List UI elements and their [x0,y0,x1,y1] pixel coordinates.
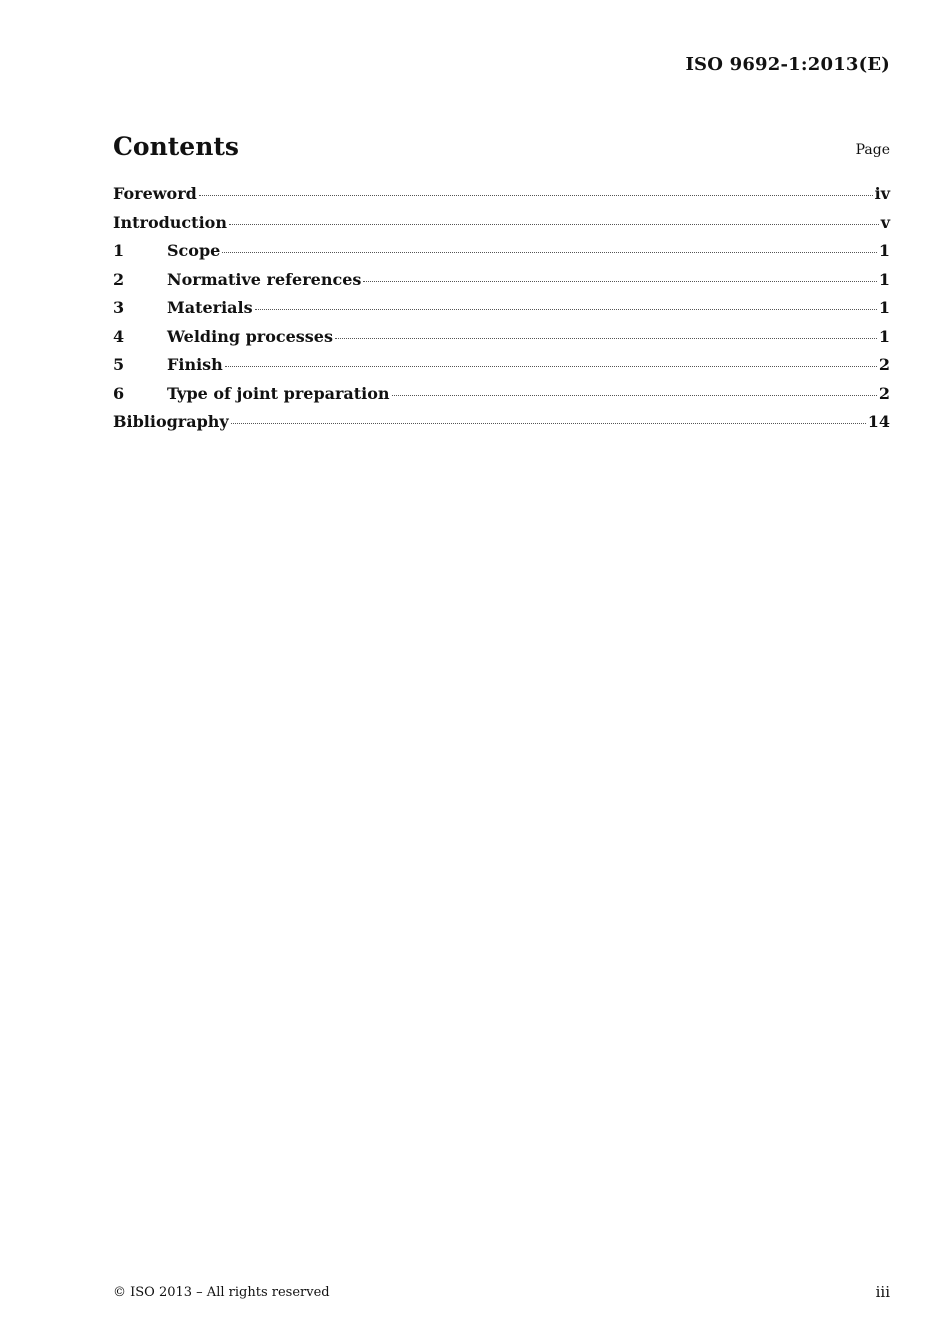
toc-entry-introduction[interactable] [113,213,890,242]
toc-entry-label: Introduction [113,212,227,232]
toc-leader-dots [363,281,876,282]
toc-entry-page: 1 [878,298,890,317]
toc-entry-label: Scope [167,241,221,260]
toc-entry-label: Foreword [113,184,197,203]
toc-entry-page: 2 [878,355,890,374]
toc-entry-label: Welding processes [167,326,333,346]
toc-entry-page: 1 [878,241,890,260]
toc-entry-label: Materials [167,298,253,317]
document-identifier: ISO 9692-1:2013(E) [685,54,890,75]
toc-entry-number: 3 [113,298,125,317]
table-of-contents [113,184,890,441]
toc-leader-dots [335,338,877,339]
toc-entry-page: iv [874,184,890,203]
toc-entry-label: Normative references [167,269,362,289]
toc-entry-scope[interactable] [113,241,890,270]
toc-entry-label: Bibliography [113,412,229,431]
toc-leader-dots [231,423,866,424]
contents-title: Contents [113,132,240,161]
toc-entry-finish[interactable] [113,355,890,384]
toc-entry-welding-processes[interactable] [113,327,890,356]
toc-leader-dots [225,366,877,367]
toc-leader-dots [392,395,877,396]
toc-entry-page: v [880,212,890,232]
toc-entry-page: 14 [867,412,890,431]
toc-entry-number: 5 [113,355,125,374]
toc-entry-normative-references[interactable] [113,270,890,299]
toc-entry-page: 1 [878,269,890,289]
toc-entry-bibliography[interactable] [113,412,890,441]
toc-entry-type-of-joint-preparation[interactable] [113,384,890,413]
toc-entry-number: 1 [113,241,125,260]
toc-leader-dots [222,252,877,253]
toc-entry-page: 2 [878,383,890,403]
toc-entry-label: Finish [167,355,223,374]
toc-entry-label: Type of joint preparation [167,383,390,403]
toc-entry-materials[interactable] [113,298,890,327]
toc-entry-foreword[interactable] [113,184,890,213]
page-column-label: Page [855,142,890,158]
toc-leader-dots [199,195,873,196]
toc-entry-number: 2 [113,269,125,289]
contents-header [113,132,890,166]
page-number: iii [875,1283,890,1301]
toc-entry-page: 1 [878,326,890,346]
toc-entry-number: 4 [113,326,125,346]
toc-leader-dots [229,224,879,225]
toc-entry-number: 6 [113,383,125,403]
toc-leader-dots [255,309,877,310]
copyright-notice: © ISO 2013 – All rights reserved [113,1285,330,1300]
